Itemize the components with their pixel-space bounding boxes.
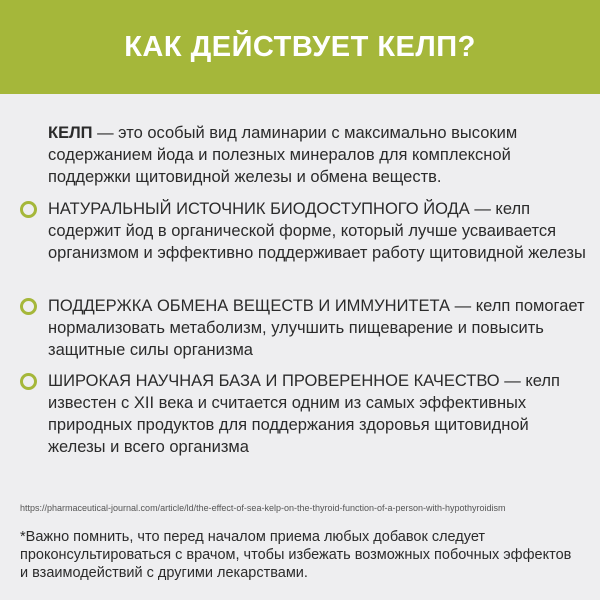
benefit-item [20, 295, 590, 361]
benefit-title: ШИРОКАЯ НАУЧНАЯ БАЗА И ПРОВЕРЕННОЕ КАЧЕСТВО — [48, 372, 521, 390]
circle-bullet-icon [20, 298, 37, 315]
benefit-text: келп известен с XII века и считается одним из самых эффективных природных продуктов для поддержания здоровья щитовидной железы и всего организма [48, 372, 560, 456]
intro-text: — это особый вид ламинарии с максимально высоким содержанием йода и полезных минералов для комплексной поддержки щитовидной железы и обмена веществ. [48, 124, 518, 186]
benefit-text: келп содержит йод в органической форме, который лучше усваивается организмом и эффективно поддерживает работу щитовидной железы [48, 200, 586, 262]
circle-bullet-icon [20, 373, 37, 390]
source-link: https://pharmaceutical-journal.com/article/ld/the-effect-of-sea-kelp-on-the-thyroid-function-of-a-person-with-hypothyroidism [20, 503, 506, 513]
page-title: КАК ДЕЙСТВУЕТ КЕЛП? [124, 30, 476, 63]
benefit-text: келп помогает нормализовать метаболизм, улучшить пищеварение и повысить защитные силы организма [48, 297, 585, 359]
circle-bullet-icon [20, 201, 37, 218]
benefit-title: НАТУРАЛЬНЫЙ ИСТОЧНИК БИОДОСТУПНОГО ЙОДА — [48, 200, 491, 218]
benefit-item [20, 370, 590, 458]
benefit-title: ПОДДЕРЖКА ОБМЕНА ВЕЩЕСТВ И ИММУНИТЕТА — [48, 297, 472, 315]
benefit-item [20, 198, 590, 264]
header-banner [0, 0, 600, 94]
disclaimer-note: *Важно помнить, что перед началом приема любых добавок следует проконсультироваться с врачом, чтобы избежать возможных побочных эффектов и взаимодействий с другими лекарствами. [20, 529, 572, 581]
intro-paragraph [48, 122, 588, 188]
intro-term: КЕЛП [48, 124, 93, 142]
